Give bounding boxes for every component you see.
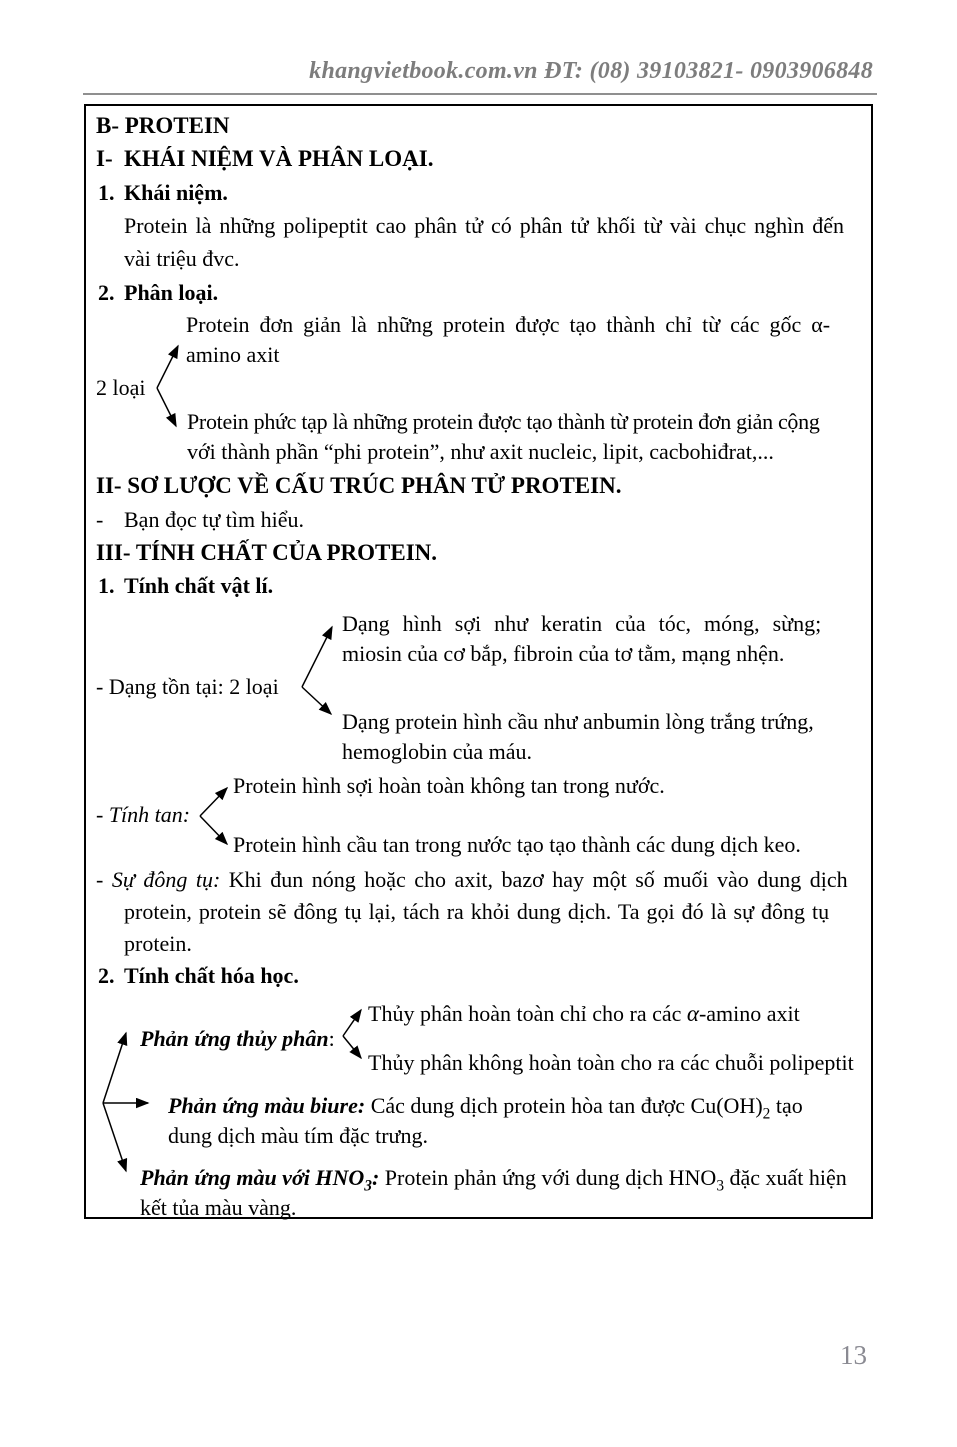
protein-don-gian-line2: amino axit: [186, 342, 280, 367]
tan-soi-text: Protein hình sợi hoàn toàn không tan trong nước.: [233, 773, 665, 798]
tinh-tan-label: - Tính tan:: [96, 802, 191, 827]
biure-post: tạo: [770, 1093, 803, 1118]
doc-title: B- PROTEIN: [96, 113, 230, 138]
phan-ung-thuy-phan: [140, 1024, 335, 1054]
su-dong-tu-line3: protein.: [124, 931, 192, 956]
hno3-label-subscript: 3: [364, 1177, 372, 1195]
header-rule: [83, 93, 877, 95]
hno3-label-colon: :: [371, 1165, 380, 1190]
hoan-toan-post: -amino axit: [698, 1001, 800, 1026]
biure-subscript: 2: [762, 1105, 771, 1123]
phan-ung-biure-line1: [168, 1091, 803, 1121]
item2-number: 2.: [98, 280, 115, 305]
dang-soi-line2: miosin của cơ bắp, fibroin của tơ tằm, mạng nhện.: [342, 641, 785, 666]
biure-label: Phản ứng màu biure:: [168, 1093, 366, 1118]
dang-soi-line1: Dạng hình sợi như keratin của tóc, móng, sừng;: [342, 611, 822, 636]
dang-cau-line2: hemoglobin của máu.: [342, 739, 533, 764]
thuy-phan-label: Phản ứng thủy phân: [140, 1026, 329, 1051]
biure-pre: Các dung dịch protein hòa tan được Cu(OH): [365, 1093, 763, 1118]
phan-ung-hno3-line2: kết tủa màu vàng.: [140, 1195, 297, 1220]
su-dong-tu-line1: [96, 865, 848, 895]
two-types-label: 2 loại: [96, 375, 146, 400]
item1-heading: Khái niệm.: [124, 180, 228, 205]
protein-phuc-tap-line2: với thành phần “phi protein”, như axit nucleic, lipit, cacbohiđrat,...: [187, 439, 774, 464]
phan-ung-hno3-line1: [140, 1163, 847, 1193]
phan-ung-biure-line2: dung dịch màu tím đặc trưng.: [168, 1123, 428, 1148]
section1-number: I-: [96, 146, 113, 171]
hno3-post: đặc xuất hiện: [724, 1165, 847, 1190]
dang-ton-tai-label: - Dạng tồn tại: 2 loại: [96, 674, 279, 699]
section2-heading: II- SƠ LƯỢC VỀ CẤU TRÚC PHÂN TỬ PROTEIN.: [96, 473, 622, 498]
hno3-subscript: 3: [716, 1177, 725, 1195]
phys-item-heading: Tính chất vật lí.: [124, 573, 274, 598]
hoan-toan-pre: Thủy phân hoàn toàn chỉ cho ra các: [368, 1001, 687, 1026]
section1-heading: KHÁI NIỆM VÀ PHÂN LOẠI.: [124, 146, 434, 171]
protein-phuc-tap-line1: Protein phức tạp là những protein được tạo thành từ protein đơn giản cộng: [187, 409, 820, 434]
hno3-pre: Protein phản ứng với dung dịch HNO: [379, 1165, 717, 1190]
section3-heading: III- TÍNH CHẤT CỦA PROTEIN.: [96, 540, 438, 565]
su-dong-tu-rest: Khi đun nóng hoặc cho axit, bazơ hay một số muối vào dung dịch: [220, 867, 848, 892]
thuy-phan-khong-hoan-toan: Thủy phân không hoàn toàn cho ra các chuỗi polipeptit: [368, 1050, 854, 1075]
su-dong-tu-label: - Sự đông tụ:: [96, 867, 221, 892]
thuy-phan-hoan-toan: [368, 999, 800, 1029]
dang-cau-line1: Dạng protein hình cầu như anbumin lòng trắng trứng,: [342, 709, 814, 734]
phys-item-number: 1.: [98, 573, 115, 598]
hno3-label-pre: Phản ứng màu với HNO: [140, 1165, 365, 1190]
tan-cau-text: Protein hình cầu tan trong nước tạo tạo thành các dung dịch keo.: [233, 832, 801, 857]
alpha-symbol: α: [686, 1001, 699, 1026]
page-number: 13: [840, 1340, 867, 1370]
protein-don-gian-line1: Protein đơn giản là những protein được tạo thành chỉ từ các gốc α-: [186, 312, 831, 337]
section2-dash: -: [96, 507, 104, 532]
khai-niem-line1: Protein là những polipeptit cao phân tử có phân tử khối từ vài chục nghìn đến: [124, 213, 845, 238]
thuy-phan-colon: :: [328, 1026, 335, 1051]
item2-heading: Phân loại.: [124, 280, 219, 305]
chem-item-number: 2.: [98, 963, 115, 988]
section2-note: Bạn đọc tự tìm hiểu.: [124, 507, 304, 532]
item1-number: 1.: [98, 180, 115, 205]
khai-niem-line2: vài triệu đvc.: [124, 246, 240, 271]
site-header: khangvietbook.com.vn ĐT: (08) 39103821- 0903906848: [309, 58, 873, 84]
su-dong-tu-line2: protein, protein sẽ đông tụ lại, tách ra khỏi dung dịch. Ta gọi đó là sự đông tụ: [124, 899, 830, 924]
chem-item-heading: Tính chất hóa học.: [124, 963, 299, 988]
